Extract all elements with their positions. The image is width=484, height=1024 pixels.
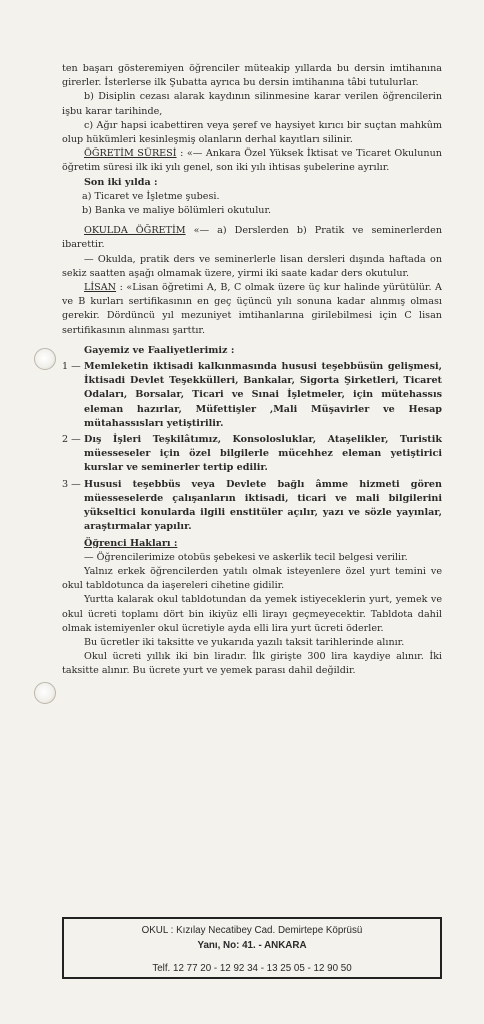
- son-iki-yil-label: Son iki yılda :: [84, 176, 158, 188]
- gayemiz-item-number: 2 —: [62, 434, 81, 446]
- address-box: [62, 917, 442, 979]
- haklar-paragraph-4: Bu ücretler iki taksitte ve yukarıda yazılı taksit tarihlerinde alınır.: [84, 636, 405, 648]
- lisan-paragraph: [62, 281, 442, 338]
- gayemiz-item-text: Hususi teşebbüs veya Devlete bağlı âmme hizmeti gören müesseselerde çalışanların iktisadi, ticari ve mali bilgilerini yükseltici konularda ilgili enstitüler açılır, yazı ve sözle yayınlar, araştırmalar yapılır.: [84, 478, 442, 533]
- okulda-ogretim-paragraph-2: — Okulda, pratik ders ve seminerlerle lisan dersleri dışında haftada on sekiz saatten aşağı olmamak üzere, yirmi iki saate kadar ders okutulur.: [62, 253, 442, 279]
- gayemiz-item-1: [62, 360, 442, 431]
- gayemiz-item-text: Memleketin iktisadi kalkınmasında hususi teşebbüsün gelişmesi, İktisadi Devlet Teşekkülleri, Bankalar, Sigorta Şirketleri, Ticaret Odaları, Borsalar, Ticari ve Sınai İşletmeler, için mütehassıs eleman hazırlar, Müfettişler ,Mali Müşavirler ve Hesap mütahassısları yetiştirilir.: [84, 361, 442, 429]
- ogrenci-haklari-heading: [62, 537, 442, 551]
- haklar-paragraph-1: — Öğrencilerimize otobüs şebekesi ve askerlik tecil belgesi verilir.: [84, 551, 408, 563]
- gayemiz-item-text: Dış İşleri Teşkilâtımız, Konsolosluklar, Ataşelikler, Turistik müesseseler için özel bilgilerle mücehhez eleman yetiştirici kurslar ve seminerler tertip edilir.: [84, 434, 442, 474]
- gayemiz-item-2: [62, 433, 442, 476]
- address-line-2: Yanı, No: 41. - ANKARA: [197, 940, 307, 951]
- haklar-paragraph-5: Okul ücreti yıllık iki bin liradır. İlk girişte 300 lira kaydiye alınır. İki taksitte alınır. Bu ücrete yurt ve yemek parası dahil değildir.: [62, 651, 442, 677]
- ogretim-suresi-paragraph: [62, 147, 442, 175]
- sube-item-b: b) Banka ve maliye bölümleri okutulur.: [82, 205, 272, 217]
- okulda-ogretim-paragraph: [62, 224, 442, 252]
- gayemiz-heading: Gayemiz ve Faaliyetlerimiz :: [84, 344, 235, 356]
- intro-paragraph-3: c) Ağır hapsi icabettiren veya şeref ve haysiyet kırıcı bir suçtan mahkûm olup hükümleri kesinleşmiş olanların derhal kayıtları silinir.: [62, 119, 442, 146]
- intro-paragraph-2: b) Disiplin cezası alarak kaydının silinmesine karar verilen öğrencilerin işbu karar tarihinde,: [62, 91, 442, 117]
- ogrenci-haklari-heading-text: Öğrenci Hakları :: [84, 537, 178, 549]
- punch-hole-bottom: [34, 682, 56, 704]
- body-text: [62, 62, 442, 679]
- intro-paragraph-1: ten başarı gösteremiyen öğrenciler müteakip yıllarda bu dersin imtihanına girerler. İsterlerse ilk Şubatta ayrıca bu dersin imtihanına tâbi tutulurlar.: [62, 63, 442, 89]
- okulda-ogretim-text: «— a) Derslerden b) Pratik ve seminerlerden ibarettir.: [62, 225, 442, 251]
- haklar-paragraph-2: Yalnız erkek öğrencilerden yatılı olmak isteyenlere özel yurt temini ve okul tabldotunca da iaşereleri cihetine gidilir.: [62, 565, 442, 592]
- phone-numbers: Telf. 12 77 20 - 12 92 34 - 13 25 05 - 12 90 50: [152, 963, 352, 974]
- lisan-text: : «Lisan öğretimi A, B, C olmak üzere üç kur halinde yürütülür. A ve B kurları sertifikasının en geç üçüncü yılı sonuna kadar alınmış olması gerekir. Dördüncü yıl mezuniyet imtihanlarına girilebilmesi için C lisan sertifikasının alınması şarttır.: [62, 282, 442, 336]
- gayemiz-item-number: 1 —: [62, 361, 81, 373]
- punch-hole-top: [34, 348, 56, 370]
- gayemiz-list: [62, 360, 442, 534]
- lisan-heading: LİSAN: [84, 282, 117, 294]
- gayemiz-item-3: [62, 478, 442, 535]
- okulda-ogretim-heading: OKULDA ÖĞRETİM: [84, 225, 186, 237]
- ogretim-suresi-heading: ÖĞRETİM SÜRESİ: [84, 148, 177, 160]
- ogretim-suresi-text: : «— Ankara Özel Yüksek İktisat ve Ticaret Okulunun öğretim süresi ilk iki yılı genel, son iki yılı ihtisas şubelerine ayrılır.: [62, 148, 442, 174]
- gayemiz-item-number: 3 —: [62, 478, 81, 490]
- address-line-1: OKUL : Kızılay Necatibey Cad. Demirtepe Köprüsü: [141, 925, 363, 936]
- haklar-paragraph-3: Yurtta kalarak okul tabldotundan da yemek istiyeceklerin yurt, yemek ve okul ücreti toplamı dört bin ikiyüz elli lirayı geçmeyecektir. Tabldota dahil olmak istemiyenler okul ücretiyle ayda elli lira yurt ücreti öderler.: [62, 594, 442, 634]
- sube-item-a: a) Ticaret ve İşletme şubesi.: [82, 190, 220, 202]
